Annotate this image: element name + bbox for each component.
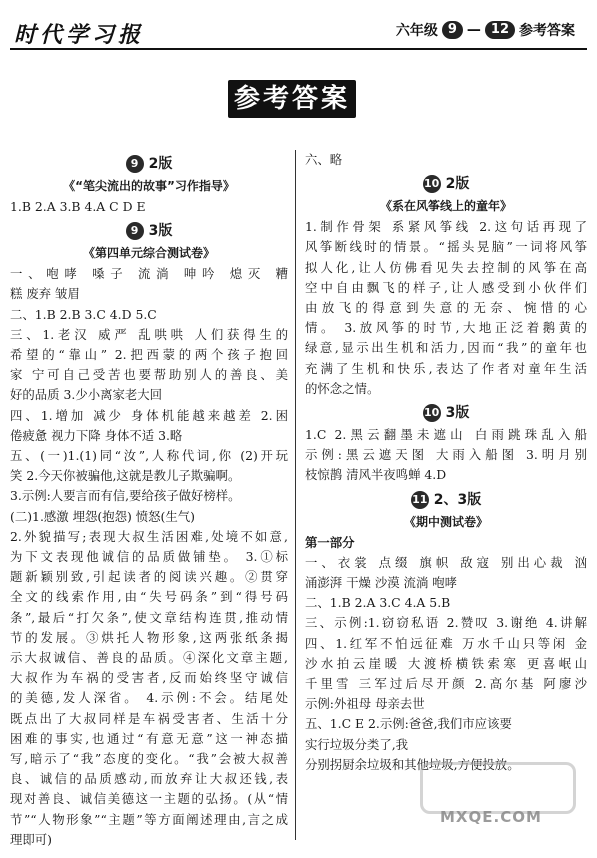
- answer-line: 节的发展。③烘托人物形象,这两张纸条揭: [10, 629, 288, 645]
- answer-line: 五、1.C E 2.示例:爸爸,我们市应该要: [305, 716, 512, 732]
- left-column: [10, 150, 288, 850]
- answer-line: 家 宁可自己受苦也要帮助别人的善良、美: [10, 367, 288, 383]
- issue-number-badge: 9: [126, 155, 144, 173]
- answer-line: 充满了生机和快乐,表达了作者对童年生活: [305, 360, 587, 376]
- answer-line: 一、衣裳 点缀 旗帜 敌寇 别出心裁 汹: [305, 554, 587, 570]
- header-rule: [10, 48, 587, 50]
- answer-line: 的怀念之情。: [305, 380, 380, 396]
- answer-line: 示大叔诚信、善良的品质。④深化文章主题,: [10, 650, 288, 666]
- from-issue-badge: 9: [442, 21, 463, 39]
- section-subtitle: 《期中测试卷》: [403, 514, 488, 529]
- answer-line: 好的品质 3.少小离家老大回: [10, 387, 163, 403]
- issue-number-badge: 10: [423, 404, 441, 422]
- answer-line: 希望的“靠山” 2.把西蒙的两个孩子抱回: [10, 347, 288, 363]
- answer-line: 分别拐厨余垃圾和其他垃圾,方便投放。: [305, 756, 520, 772]
- answer-line: 二、1.B 2.B 3.C 4.D 5.C: [10, 306, 157, 322]
- answer-line: 良、诚信的品质感动,而放弃让大叔还钱,表: [10, 771, 288, 787]
- issue-section-heading: [10, 219, 288, 243]
- answer-line: 三、示例:1.窃窃私语 2.赞叹 3.谢绝 4.讲解: [305, 615, 587, 631]
- answer-line: 六、略: [305, 152, 343, 167]
- answer-line: 题新颖别致,引起读者的阅读兴趣。②贯穿: [10, 569, 288, 585]
- watermark-stamp: [420, 762, 576, 814]
- watermark-text: MXQE.COM: [440, 808, 542, 826]
- answer-line: 大叔作为车祸的受害者,反而始终坚守诚信: [10, 670, 288, 686]
- issue-dash: —: [466, 22, 481, 38]
- issue-number-badge: 10: [423, 175, 441, 193]
- answer-line: 千里雪 三军过后尽开颜 2.高尔基 阿廖沙: [305, 676, 587, 692]
- answer-line: 二、1.B 2.A 3.C 4.A 5.B: [305, 595, 451, 611]
- right-column: [305, 150, 587, 775]
- answer-line: 为下文表现他诚信的品质做铺垫。 3.①标: [10, 549, 288, 565]
- part-label: 第一部分: [305, 534, 355, 550]
- to-issue-badge: 12: [485, 21, 515, 39]
- answer-line: 涌澎湃 干燥 沙漠 流淌 咆哮: [305, 575, 458, 591]
- answer-line: 条”,最后“打欠条”,使文章结构连贯,推动情: [10, 609, 288, 625]
- answer-line: 困难的事实,也通过“有意无意”这一神态描: [10, 730, 288, 746]
- issue-section-heading: [10, 152, 288, 176]
- section-subtitle: 《第四单元综合测试卷》: [82, 246, 215, 261]
- answer-line: 写,暗示了“我”态度的变化。“我”会被大叔善: [10, 751, 288, 767]
- newspaper-logo: 时代学习报: [14, 22, 145, 48]
- issue-section-heading: [305, 401, 587, 425]
- page-version-label: 2、3版: [433, 491, 482, 508]
- column-divider: [295, 150, 296, 840]
- answer-line: 枝惊鹊 清风半夜鸣蝉 4.D: [305, 467, 447, 483]
- answer-line: 1.制作骨架 系紧风筝线 2.这句话再现了: [305, 219, 587, 235]
- answer-line: (二)1.感激 埋怨(抱怨) 愤怒(生气): [10, 508, 196, 524]
- answer-line: 情。 3.放风筝的时节,大地正泛着鹅黄的: [305, 320, 587, 336]
- section-subtitle: 《“笔尖流出的故事”习作指导》: [63, 179, 235, 193]
- answer-line: 的美德,发人深省。 4.示例:不会。结尾处: [10, 690, 288, 706]
- section-subtitle: 《系在风筝线上的童年》: [379, 199, 512, 214]
- answer-line: 既点出了大叔同样是车祸受害者、生活十分: [10, 710, 288, 726]
- answer-line: 理即可): [10, 831, 53, 847]
- answer-line: 节”“人物形象”“主题”等方面阐述理由,言之成: [10, 811, 288, 827]
- answer-line: 风筝断线时的情景。“摇头晃脑”一词将风筝: [305, 239, 587, 255]
- page-header: [0, 0, 597, 52]
- answers-label: 参考答案: [519, 23, 575, 39]
- issue-number-badge: 9: [126, 222, 144, 240]
- answer-line: 2.外貌描写;表现大叔生活困难,处境不如意,: [10, 528, 288, 544]
- answer-line: 由放飞的得意到失意的无奈、惋惜的心: [305, 300, 587, 316]
- answer-line: 现对善良、诚信美德这一主题的弘扬。(从“情: [10, 791, 288, 807]
- answer-line: 示例:外祖母 母亲去世: [305, 696, 425, 712]
- page-title: 参考答案: [228, 80, 356, 118]
- answer-line: 倦疲惫 视力下降 身体不适 3.略: [10, 427, 183, 443]
- answer-line: 糕 废弃 皱眉: [10, 286, 80, 302]
- answer-line: 四、1.增加 减少 身体机能越来越差 2.困: [10, 407, 288, 423]
- page-version-label: 2版: [148, 155, 173, 172]
- answer-line: 拟人化,让人仿佛看见失去控制的风筝在高: [305, 259, 587, 275]
- answer-line: 空中自由飘飞的样子,让人感受到小伙伴们: [305, 279, 587, 295]
- answer-line: 沙水拍云崖暖 大渡桥横铁索寒 更喜岷山: [305, 655, 587, 671]
- page-version-label: 3版: [445, 404, 470, 421]
- page-version-label: 3版: [148, 223, 173, 240]
- answer-line: 实行垃圾分类了,我: [305, 736, 409, 752]
- grade-label: 六年级: [395, 23, 438, 39]
- issue-section-heading: [305, 172, 587, 196]
- answer-line: 笑 2.今天你被骗他,这就是教儿子欺骗啊。: [10, 468, 241, 484]
- answer-line: 五、(一)1.(1)同“汝”,人称代词,你 (2)开玩: [10, 448, 288, 464]
- answer-line: 一、咆哮 嗓子 流淌 呻吟 熄灭 糟: [10, 266, 288, 282]
- answer-line: 三、1.老汉 威严 乱哄哄 人们获得生的: [10, 326, 288, 342]
- answer-line: 示例:黑云遮天图 大雨入船图 3.明月别: [305, 447, 587, 463]
- answer-line: 四、1.红军不怕远征难 万水千山只等闲 金: [305, 635, 587, 651]
- issue-section-heading: [305, 488, 587, 512]
- page-version-label: 2版: [445, 176, 470, 193]
- answer-line: 3.示例:人要言而有信,要给孩子做好榜样。: [10, 488, 241, 504]
- answer-line: 1.B 2.A 3.B 4.A C D E: [10, 199, 146, 214]
- issue-number-badge: 11: [411, 491, 429, 509]
- answer-line: 1.C 2.黑云翻墨未遮山 白雨跳珠乱入船: [305, 427, 587, 443]
- header-issue-info: [396, 20, 575, 40]
- answer-line: 绿意,显示出生机和活力,因而“我”的童年也: [305, 340, 587, 356]
- answer-line: 全文的线索作用,由“失号码条”到“得号码: [10, 589, 288, 605]
